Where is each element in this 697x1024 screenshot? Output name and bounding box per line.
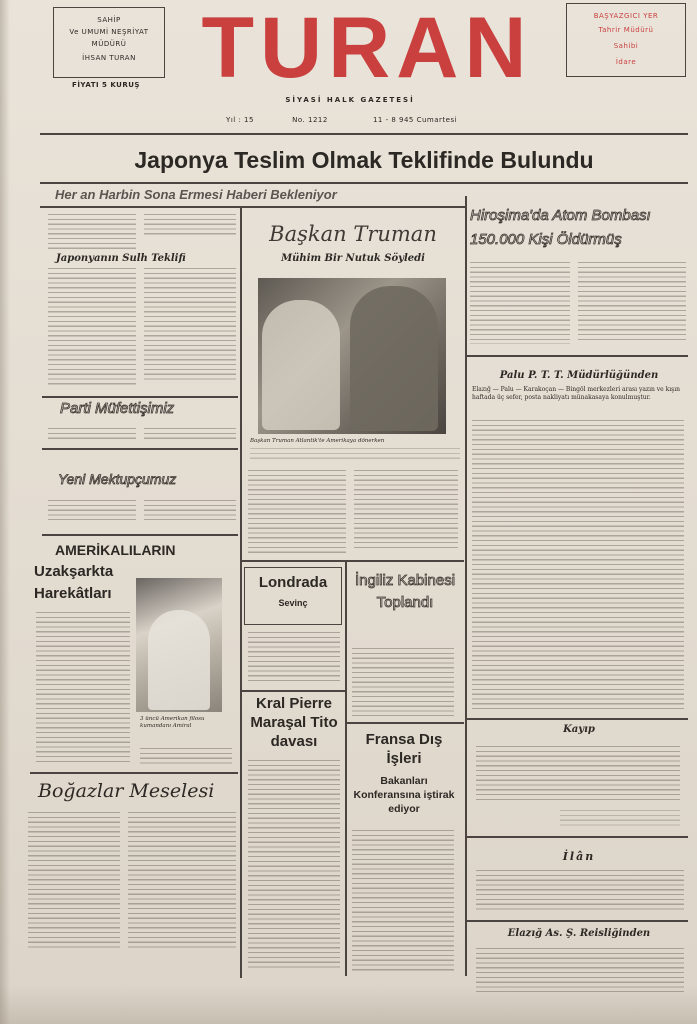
ingiliz-title: İngiliz Kabinesi Toplandı [354, 572, 456, 611]
col3-rule-a [346, 722, 464, 724]
palu-text: Elazığ — Palu — Karakoçan — Bingöl merkezleri arası yazın ve kışın haftada üç sefer, posta nakliyatı münakasaya konulmuştur. [472, 386, 681, 401]
col-rule-1 [240, 208, 242, 978]
londra-box [244, 567, 342, 625]
masthead-title: TURAN [201, 0, 533, 96]
amerika-text-2 [140, 748, 232, 764]
fransa-text [352, 830, 454, 972]
col4-rule-d [466, 920, 688, 922]
page-edge-left [0, 0, 10, 1024]
col1-rule-a [42, 396, 238, 398]
kayip-text [476, 746, 680, 802]
headline-rule-2 [40, 206, 465, 208]
kayip-signature [560, 810, 680, 828]
page-edge-bottom [0, 985, 697, 1024]
truman-photo-figure-1 [262, 300, 340, 430]
palu-text-body [472, 420, 684, 710]
admiral-photo-figure [148, 610, 210, 710]
col2-rule-a [242, 560, 464, 562]
mektup-title: Yeni Mektupçumuz [58, 471, 177, 487]
col-rule-3 [345, 560, 347, 976]
mektup-text-1 [48, 500, 136, 520]
parti-text-1 [48, 428, 136, 442]
issue-date: 11 - 8 945 Cumartesi [372, 116, 458, 124]
issue-number: No. 1212 [292, 116, 328, 124]
amerika-title-3: Harekâtları [34, 585, 112, 602]
col1-rule-d [30, 772, 238, 774]
col4-rule-c [466, 836, 688, 838]
londra-text [248, 632, 340, 684]
hiroshima-text-1 [470, 262, 570, 344]
headline: Japonya Teslim Olmak Teklifinde Bulundu [134, 147, 594, 173]
owner-line-4: İHSAN TURAN [82, 54, 136, 62]
truman-text-1 [248, 470, 346, 556]
hiroshima-text-2 [578, 262, 686, 340]
col1-intro-text-b [144, 214, 236, 236]
editor-line-1: BAŞYAZGICI YER [593, 12, 659, 20]
hiroshima-title: Hiroşima'da Atom Bombası 150.000 Kişi Öldürmüş [470, 207, 651, 248]
editor-line-4: İdare [615, 58, 637, 66]
palu-title: Palu P. T. T. Müdürlüğünden [499, 370, 659, 381]
kral-text [248, 760, 340, 968]
issue-year: Yıl : 15 [226, 116, 254, 124]
mektup-text-2 [144, 500, 236, 520]
truman-caption-lines [250, 448, 460, 462]
ilan-text [476, 870, 684, 910]
truman-title: Başkan Truman [269, 222, 437, 246]
kayip-title: Kayıp [563, 724, 595, 735]
owner-line-2: Ve UMUMİ NEŞRİYAT [69, 28, 149, 36]
col4-rule-b [466, 718, 688, 720]
fransa-title: Fransa Dış İşleri [365, 731, 443, 767]
elazig-title: Elazığ As. Ş. Reisliğinden [507, 928, 651, 939]
truman-photo-caption: Başkan Truman Atlantik'te Amerikaya dönerken [250, 438, 385, 444]
price: FİYATI 5 KURUŞ [72, 81, 140, 89]
londra-title: Londrada [258, 574, 328, 591]
issue-bar [200, 116, 500, 128]
headline-rule-1 [40, 182, 688, 184]
col1-intro-text [48, 214, 136, 249]
sulh-text-2 [144, 268, 236, 383]
sulh-title: Japonyanın Sulh Teklifi [56, 253, 186, 264]
bogazlar-text-1 [28, 812, 120, 950]
kral-title: Kral Pierre Maraşal Tito davası [250, 695, 338, 750]
amerika-title-2: Uzakşarkta [34, 563, 114, 580]
editor-line-2: Tahrir Müdürü [598, 26, 654, 34]
amerika-title-1: AMERİKALILARIN [55, 542, 176, 558]
parti-text-2 [144, 428, 236, 442]
col1-rule-b [42, 448, 238, 450]
col-rule-2 [465, 196, 467, 976]
truman-subtitle: Mühim Bir Nutuk Söyledi [281, 253, 425, 264]
londra-subtitle: Sevinç [278, 598, 308, 608]
col4-rule-a [466, 355, 688, 357]
editor-box [566, 3, 686, 77]
bogazlar-title: Boğazlar Meselesi [38, 780, 215, 802]
owner-line-3: MÜDÜRÜ [91, 40, 127, 48]
truman-text-2 [354, 470, 458, 550]
subheadline: Her an Harbin Sona Ermesi Haberi Bekleniyor [55, 187, 337, 202]
fransa-subtitle: Bakanları Konferansına iştirak ediyor [353, 775, 455, 815]
ingiliz-text [352, 648, 454, 716]
masthead-subtitle: SİYASİ HALK GAZETESİ [285, 96, 415, 104]
amerika-text [36, 612, 130, 762]
masthead-rule [40, 133, 688, 135]
editor-line-3: Sahibi [613, 42, 639, 50]
bogazlar-text-2 [128, 812, 236, 948]
col2-rule-b [242, 690, 346, 692]
amerika-photo-caption: 3 üncü Amerikan filosu kumandanı Amiral [140, 716, 205, 729]
parti-title: Parti Müfettişimiz [60, 400, 175, 417]
truman-photo-figure-2 [350, 286, 438, 431]
owner-line-1: SAHİP [97, 16, 121, 24]
owner-box [53, 7, 165, 78]
sulh-text-1 [48, 268, 136, 388]
ilan-title: İlân [562, 850, 596, 863]
col1-rule-c [42, 534, 238, 536]
